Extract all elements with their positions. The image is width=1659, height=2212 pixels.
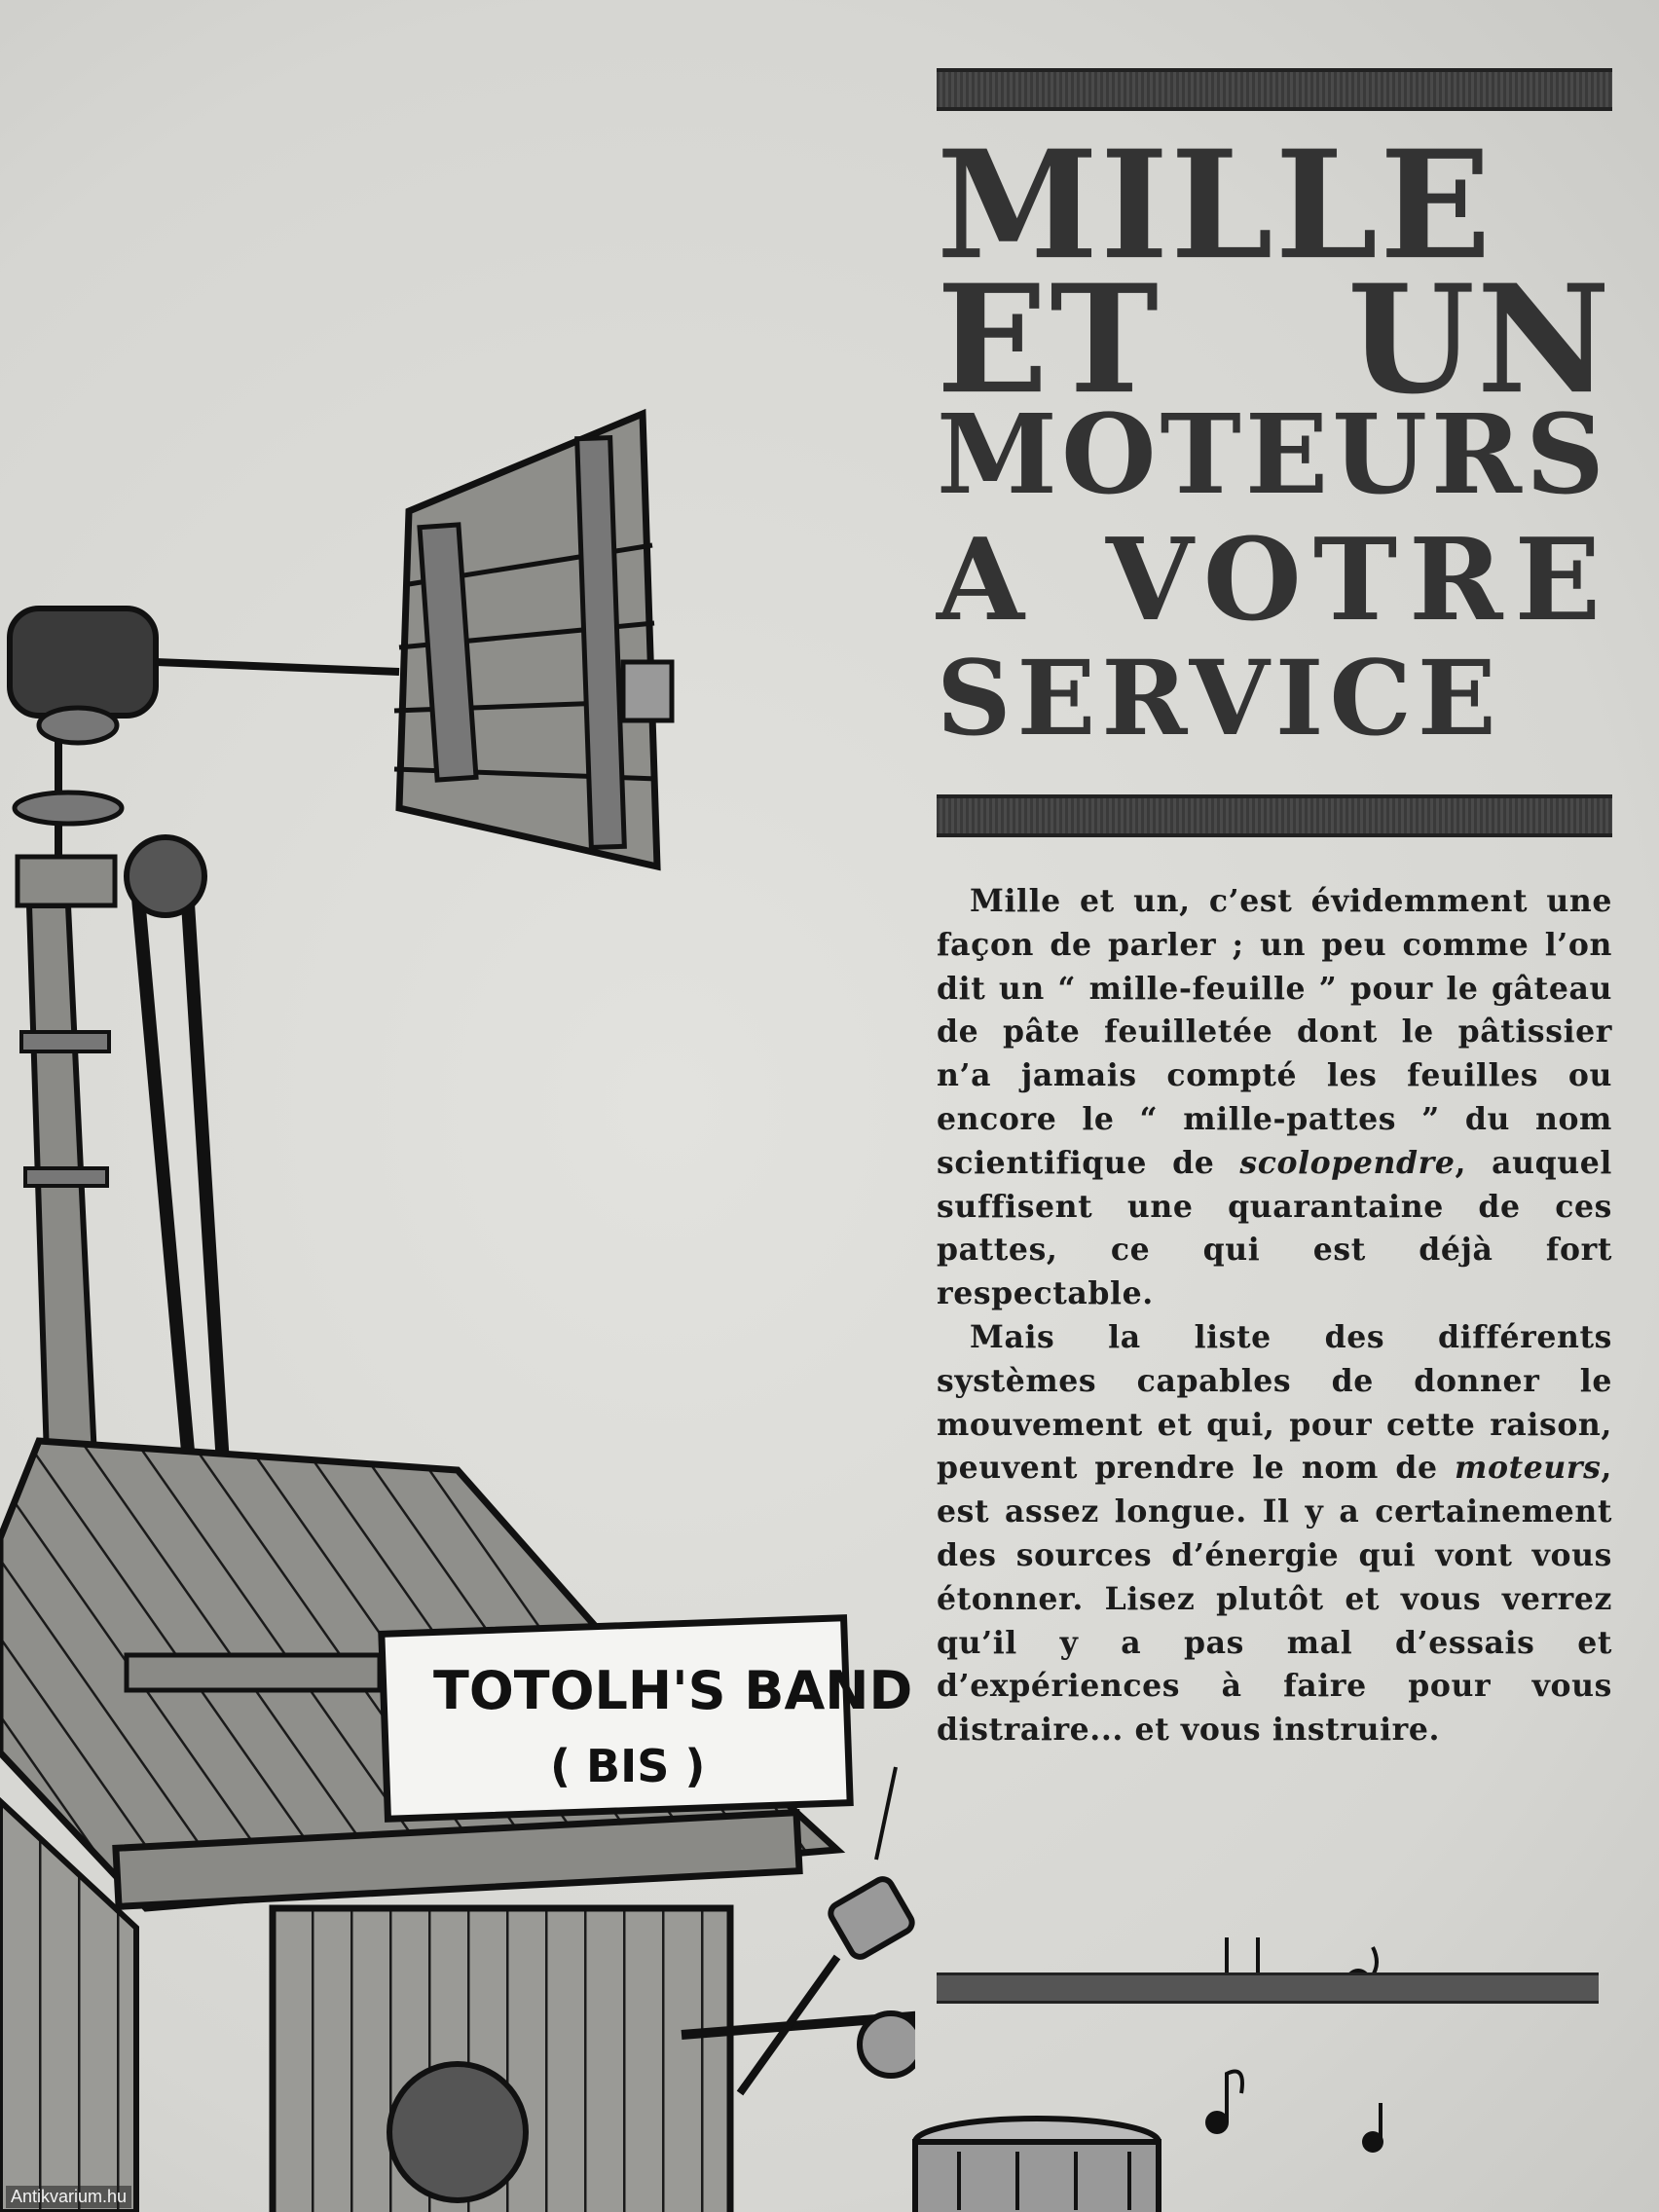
- sign-line-1: TOTOLH'S BAND: [433, 1660, 913, 1721]
- title-line-2: ET UN: [937, 252, 1612, 427]
- article-body: [937, 880, 1612, 1752]
- title-top-rule: [937, 68, 1612, 111]
- paragraph-1: [937, 880, 1612, 1316]
- title-bottom-rule: [937, 794, 1612, 837]
- article-end-rule: [937, 1972, 1599, 2004]
- windmill-hub: [10, 608, 399, 824]
- drum-illustration: [901, 2113, 1173, 2212]
- sign-line-2: ( BIS ): [550, 1740, 706, 1792]
- title-line-5: SERVICE: [937, 637, 1502, 758]
- article-column: [937, 68, 1612, 1752]
- title-line-4: A VOTRE: [937, 514, 1612, 646]
- shack-walls: [0, 1801, 799, 2212]
- music-note-icon: [1188, 1928, 1421, 2210]
- paragraph-1-text-b: , auquel suffisent une quarantaine de ces pattes, ce qui est déjà fort respectable.: [937, 1144, 1612, 1312]
- paragraph-1-text-a: Mille et un, c’est évidemment une façon de parler ; un peu comme l’on dit un “ mille-feuille ” pour le gâteau de pâte feuilletée dont le pâtissier n’a jamais compté les feuilles ou encore le “ mille-pattes ” du nom scientifique de: [937, 883, 1612, 1181]
- paragraph-2-text-b: , est assez longue. Il y a certainement des sources d’énergie qui vont vous étonner. Lisez plutôt et vous verrez qu’il y a pas mal d’essais et d’expériences à faire pour vous distraire... et vous instruire.: [937, 1450, 1612, 1749]
- article-title: [937, 118, 1612, 773]
- title-line-3: MOTEURS: [937, 391, 1608, 519]
- paragraph-2-italic: moteurs: [1455, 1450, 1602, 1487]
- paragraph-2-text-a: Mais la liste des différents systèmes capables de donner le mouvement et qui, pour cette raison, peuvent prendre le nom de: [937, 1318, 1612, 1487]
- windmill-sail: [394, 414, 672, 866]
- paragraph-1-italic: scolopendre: [1239, 1144, 1456, 1181]
- title-line-1: MILLE: [937, 118, 1493, 293]
- band-sign: [382, 1618, 912, 1819]
- paragraph-2: [937, 1316, 1612, 1752]
- watermark-credit: Antikvarium.hu: [6, 2186, 131, 2208]
